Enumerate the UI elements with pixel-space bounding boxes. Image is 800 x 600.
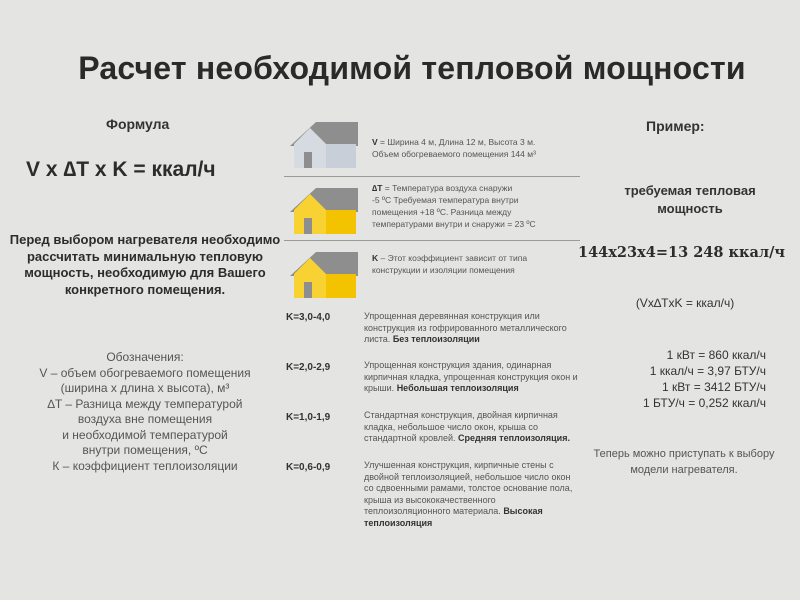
house-desc-line: V = Ширина 4 м, Длина 12 м, Высота 3 м.: [372, 137, 536, 147]
example-calculation: 144x23x4=13 248 ккал/ч: [578, 244, 785, 261]
house-desc-line: -5 ºC Требуемая температура внутри: [372, 195, 519, 205]
k-desc: Упрощенная конструкция здания, одинарная кирпичная кладка, упрощенная конструкция окон и крыши. Небольшая теплоизоляция: [364, 360, 578, 393]
k-desc: Упрощенная деревянная конструкция или конструкция из гофрированного металлического листа. Без теплоизоляции: [364, 311, 567, 344]
house-desc-line: ∆T = Температура воздуха снаружи: [372, 183, 513, 193]
formula-heading: Формула: [106, 116, 170, 132]
house-desc-line: помещения +18 ºC. Разница между: [372, 207, 512, 217]
legend-line: ∆T – Разница между температурой: [47, 396, 243, 411]
delta-symbol: ∆: [63, 158, 77, 181]
required-power-label: требуемая тепловая мощность: [624, 183, 756, 216]
legend-line: V – объем обогреваемого помещения: [39, 365, 251, 380]
legend-line: К – коэффициент теплоизоляции: [52, 458, 238, 473]
house-volume-icon: [286, 118, 362, 170]
intro-text: Перед выбором нагревателя необходимо рассчитать минимальную тепловую мощность, необходимую для Вашего конкретного помещения.: [9, 232, 281, 297]
k-desc: Улучшенная конструкция, кирпичные стены с двойной теплоизоляцией, небольшое число окон со сдвоенными рамами, толстое основание пола, крыша из высококачественного теплоизоляционного материала. Высокая теплоизоляция: [364, 460, 573, 528]
example-heading: Пример:: [646, 118, 705, 134]
house-temperature-icon: [286, 184, 362, 236]
legend-line: (ширина х длина х высота), м³: [60, 381, 230, 395]
separator-line: [284, 240, 580, 241]
house-door: [304, 282, 312, 298]
k-label: K=2,0-2,9: [286, 362, 331, 373]
legend-line: внутри помещения, ºС: [82, 443, 208, 457]
separator-line: [284, 176, 580, 177]
formula-prefix: V x: [26, 158, 64, 181]
k-label: K=0,6-0,9: [286, 462, 331, 473]
closing-text: Теперь можно приступать к выбору модели нагревателя.: [593, 448, 775, 476]
unit-conversions: [590, 347, 790, 411]
house-desc-line: конструкции и изоляции помещения: [372, 265, 515, 275]
formula-main: [26, 158, 216, 182]
page-title: Расчет необходимой тепловой мощности: [78, 50, 746, 86]
house-desc-line: Объем обогреваемого помещения 144 м³: [372, 149, 536, 159]
formula-short: (Vx∆TxK = ккал/ч): [635, 296, 735, 310]
house-door: [304, 218, 312, 234]
k-label: K=1,0-1,9: [286, 412, 331, 423]
legend-line: и необходимой температурой: [62, 427, 228, 442]
unit-line: 1 БТУ/ч = 0,252 ккал/ч: [643, 396, 766, 410]
house-desc-line: K – Этот коэффициент зависит от типа: [372, 253, 528, 263]
legend-title: Обозначения:: [106, 350, 184, 364]
house-insulation-icon: [286, 248, 362, 300]
house-door: [304, 152, 312, 168]
unit-line: 1 ккал/ч = 3,97 БТУ/ч: [649, 364, 766, 378]
unit-line: 1 кВт = 860 ккал/ч: [666, 348, 766, 362]
k-label: K=3,0-4,0: [286, 312, 331, 323]
k-desc: Стандартная конструкция, двойная кирпичная кладка, небольшое число окон, крыша со стандартной кровлей. Средняя теплоизоляция.: [364, 410, 570, 443]
unit-line: 1 кВт = 3412 БТУ/ч: [662, 380, 766, 394]
legend-line: воздуха вне помещения: [77, 412, 213, 426]
formula-suffix: T x K = ккал/ч: [76, 158, 216, 181]
house-desc-line: температурами внутри и снаружи = 23 ºC: [372, 219, 536, 229]
legend-block: [0, 350, 290, 474]
